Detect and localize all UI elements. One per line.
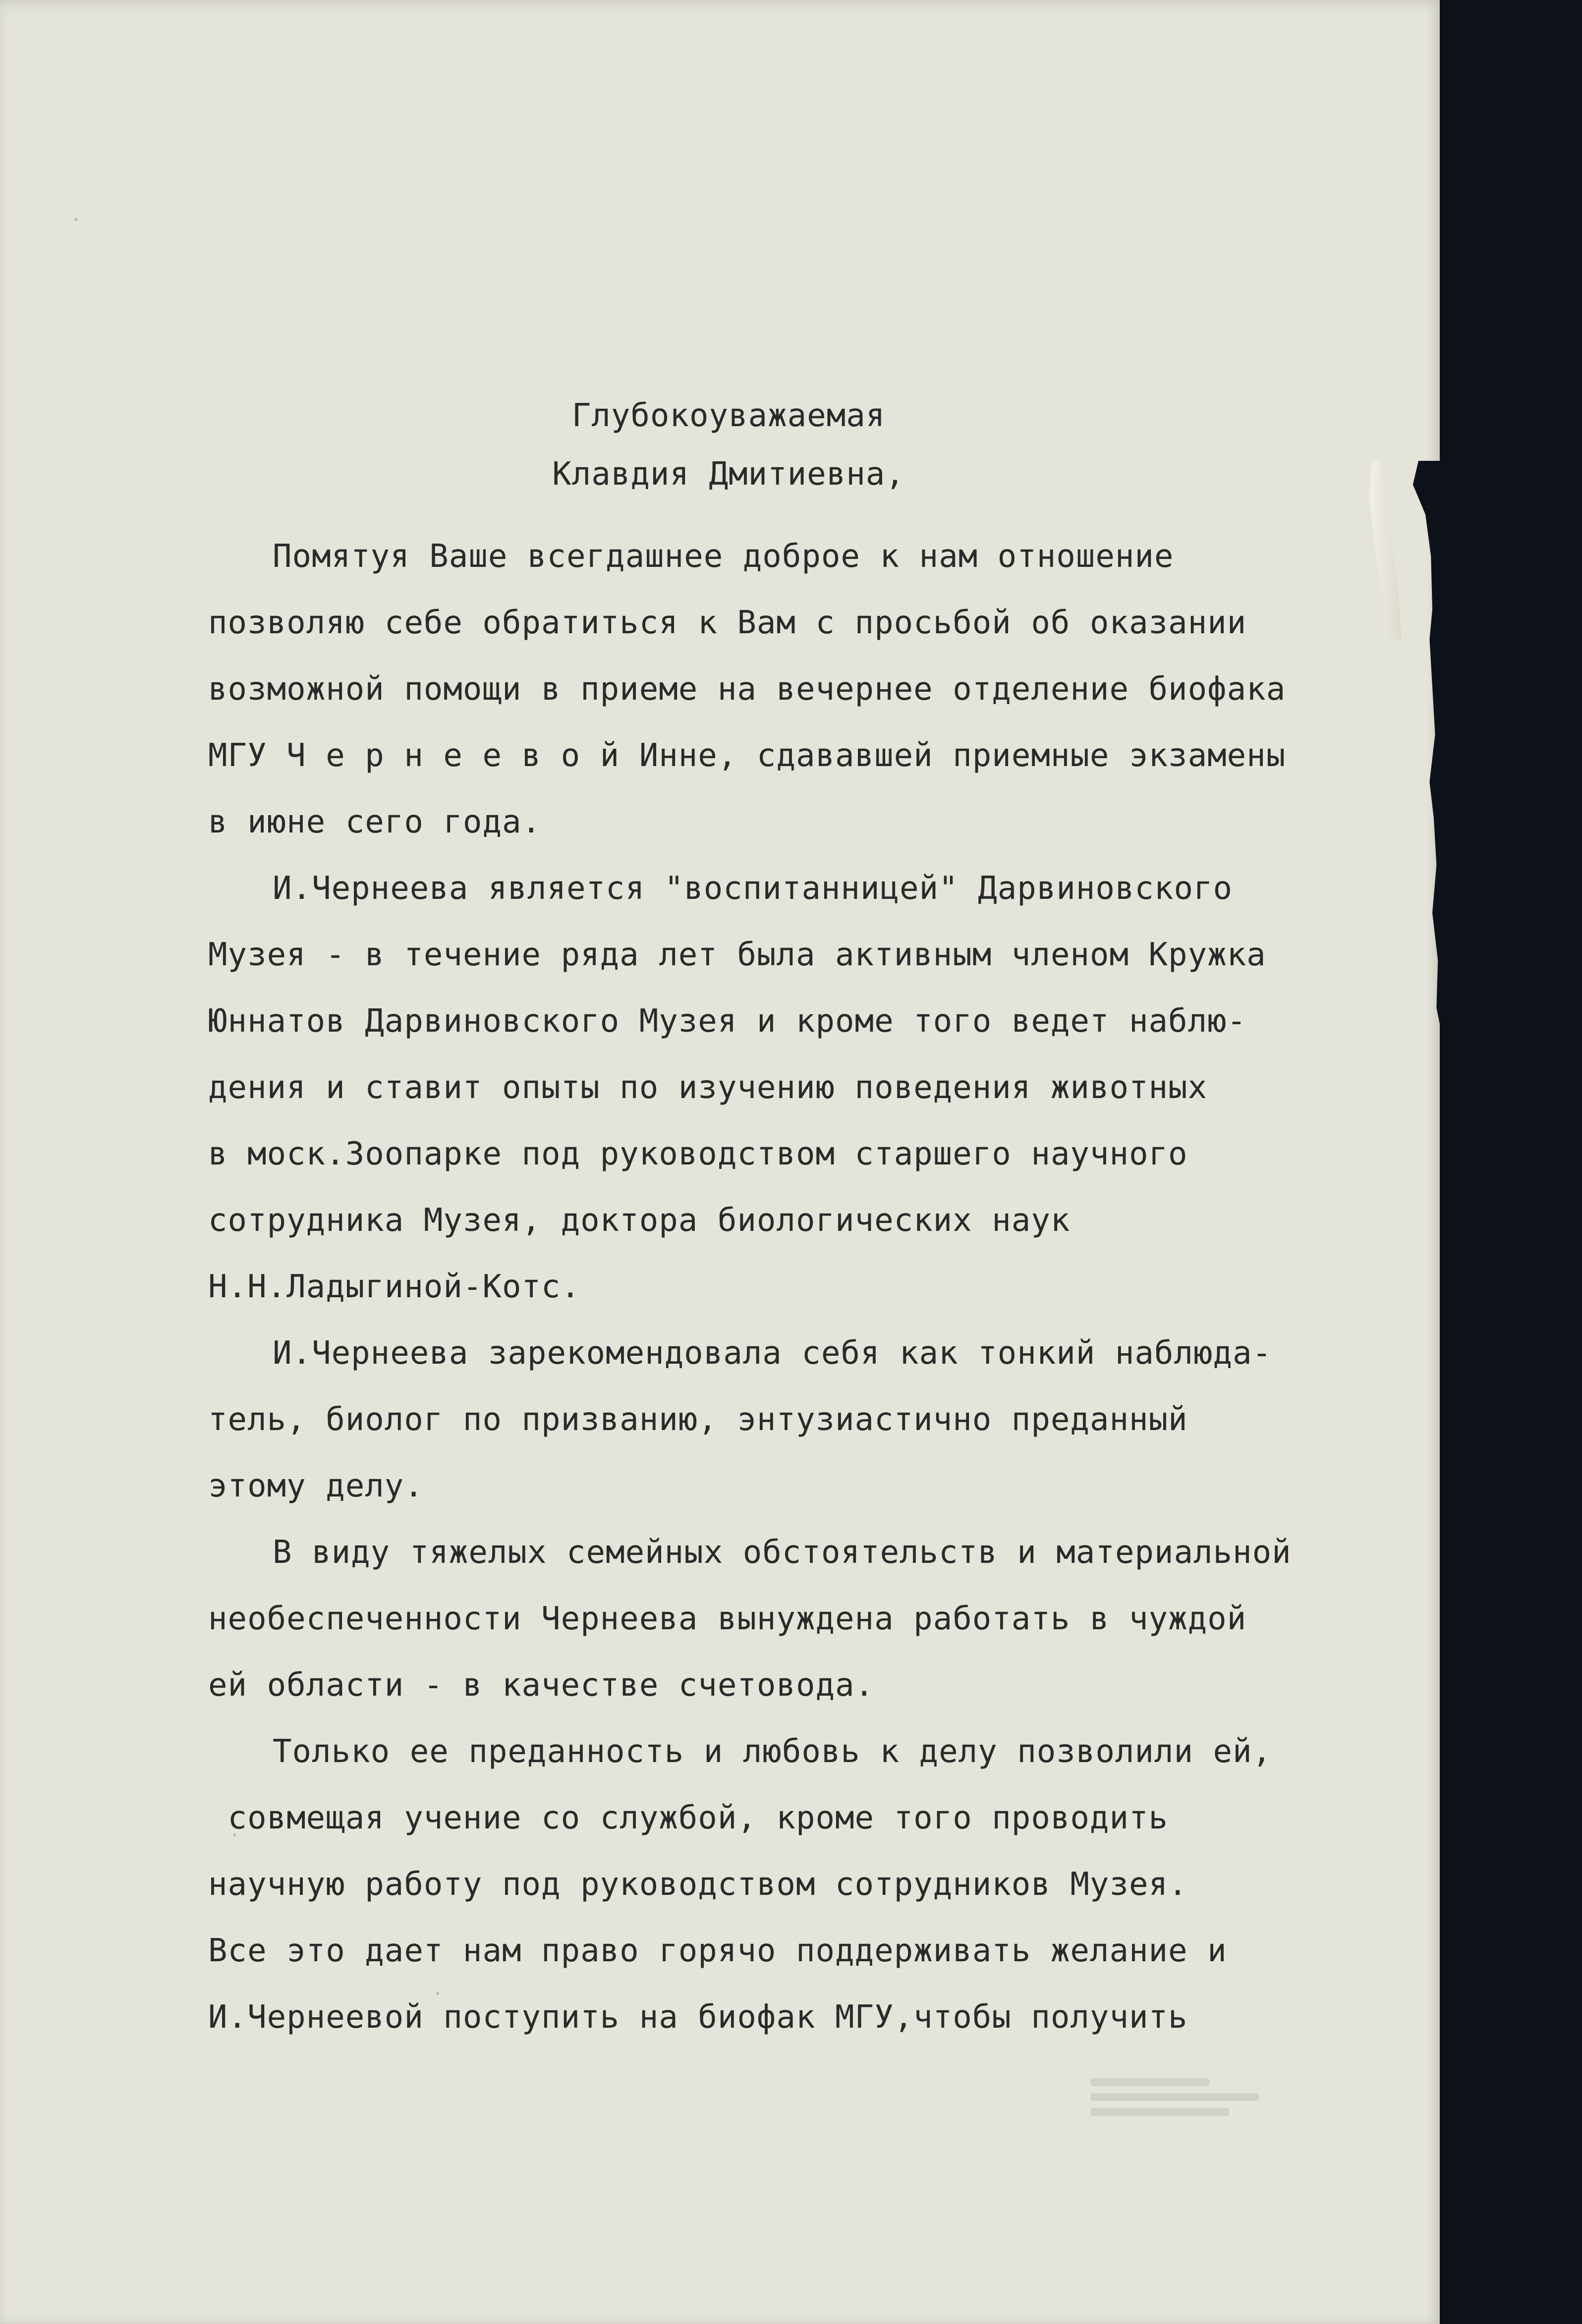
text-line: дения и ставит опыты по изучению поведения животных [208,1069,1208,1106]
faint-stamp [1090,2071,1289,2151]
text-line: в моск.Зоопарке под руководством старшего научного [208,1136,1188,1172]
text-line: научную работу под руководством сотрудников Музея. [208,1866,1188,1903]
paragraph [208,855,1398,1320]
text-line: тель, биолог по призванию, энтузиастично преданный [208,1401,1188,1438]
text-line: совмещая учение со службой, кроме того проводить [208,1800,1169,1836]
paragraph [208,1519,1398,1718]
text-line: И.Чернеева является "воспитанницей" Дарвиновского [273,870,1233,907]
paper-speck [436,1992,439,1995]
text-line: необеспеченности Чернеева вынуждена работать в чуждой [208,1601,1247,1637]
text-line: МГУ Ч е р н е е в о й Инне, сдававшей приемные экзамены [208,737,1286,774]
paper-speck [74,218,77,221]
text-line: Н.Н.Ладыгиной-Котс. [208,1269,581,1305]
paragraph [208,1320,1398,1519]
text-line: в июне сего года. [208,804,542,840]
letter-body [208,387,1398,2050]
paragraph [208,1718,1398,2050]
salutation-line: Клавдия Дмитиевна, [552,456,905,493]
text-line: возможной помощи в приеме на вечернее отделение биофака [208,671,1286,708]
text-line: ей области - в качестве счетовода. [208,1667,875,1704]
text-line: В виду тяжелых семейных обстоятельств и материальной [273,1534,1292,1571]
text-line: Только ее преданность и любовь к делу позволили ей, [273,1733,1272,1770]
text-line: Юннатов Дарвиновского Музея и кроме того ведет наблю- [208,1003,1247,1040]
text-line: Все это дает нам право горячо поддерживать желание и [208,1933,1227,1969]
text-line: И.Чернеева зарекомендовала себя как тонкий наблюда- [273,1335,1272,1372]
text-line: И.Чернеевой поступить на биофак МГУ,чтобы получить [208,1999,1188,2036]
text-line: этому делу. [208,1468,424,1504]
text-line: сотрудника Музея, доктора биологических наук [208,1202,1071,1239]
text-line: позволяю себе обратиться к Вам с просьбой об оказании [208,605,1247,641]
salutation [208,387,1249,503]
paper-speck [233,1833,236,1836]
text-line: Музея - в течение ряда лет была активным членом Кружка [208,937,1266,973]
text-line: Помятуя Ваше всегдашнее доброе к нам отношение [273,538,1174,575]
salutation-line: Глубокоуважаемая [571,397,886,434]
paragraph [208,523,1398,855]
